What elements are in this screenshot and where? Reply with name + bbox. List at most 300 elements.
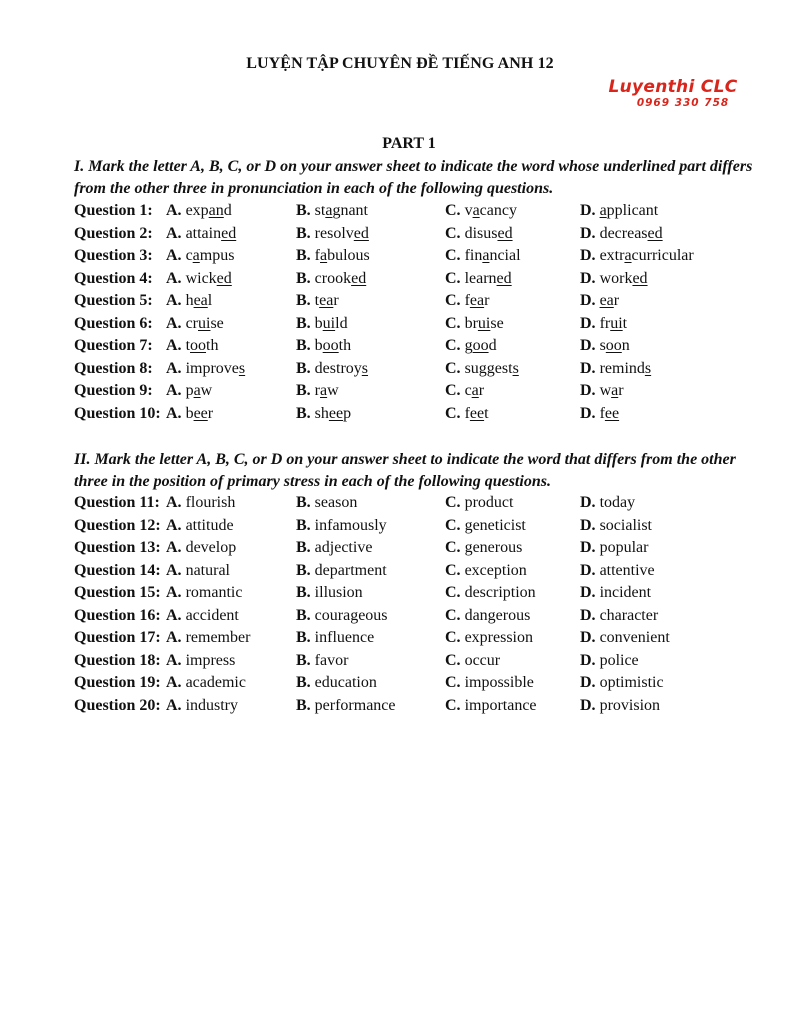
option-c [445,560,527,583]
question-row [74,335,764,358]
option-letter: C. [445,696,461,714]
option-word: r [314,382,320,399]
option-letter: D. [580,382,596,399]
option-d [580,605,658,628]
option-b [296,605,388,628]
option-a [166,650,235,673]
question-row [74,695,764,718]
option-word: department [314,561,387,579]
question-row [74,650,764,673]
option-underlined-part: ui [198,314,211,332]
option-c [445,200,517,223]
option-word: impress [185,651,236,669]
option-underlined-part: ed [632,269,648,287]
option-underlined-part: oo [472,337,489,354]
option-word: improve [185,359,239,377]
option-underlined-part: a [325,202,333,219]
option-letter: A. [166,359,182,377]
option-a [166,627,250,650]
option-underlined-part: ea [599,292,614,309]
option-letter: B. [296,651,311,669]
option-underlined-part: ui [477,314,491,332]
option-letter: B. [296,337,311,354]
option-a [166,537,236,560]
option-a [166,223,236,246]
option-a [166,200,232,223]
option-word-end: th [338,337,352,354]
option-underlined-part: a [320,247,328,264]
option-letter: B. [296,269,311,287]
option-a [166,313,224,336]
option-letter: C. [445,561,461,579]
option-underlined-part: ee [193,404,208,422]
option-word: f [314,247,320,264]
question-row [74,200,764,223]
option-d [580,627,670,650]
option-letter: A. [166,674,182,691]
option-letter: B. [296,382,311,399]
option-word-end: r [207,404,214,422]
option-word-end: r [484,292,490,309]
option-c [445,515,526,538]
option-a [166,358,245,381]
option-underlined-part: ui [322,314,336,332]
question-label: Question 1: [74,202,153,219]
question-row [74,537,764,560]
option-c [445,358,519,381]
option-c [445,313,504,336]
option-c [445,582,536,605]
option-letter: C. [445,382,461,399]
option-letter: C. [445,359,461,377]
option-word-end: cancy [479,202,517,219]
option-underlined-part: a [482,247,490,264]
option-word: provision [599,696,661,714]
option-underlined-part: a [193,382,201,399]
option-word: sh [314,404,329,422]
option-underlined-part: a [611,382,619,399]
option-b [296,650,348,673]
option-word-end: d [488,337,497,354]
option-word: education [314,674,377,691]
option-c [445,335,497,358]
option-letter: D. [580,247,596,264]
option-letter: D. [580,584,596,601]
option-word: h [185,292,194,309]
option-letter: C. [445,494,461,511]
option-letter: A. [166,224,182,242]
option-letter: B. [296,539,311,556]
option-letter: B. [296,494,311,511]
option-word: attentive [599,561,655,579]
option-word-end: d [223,202,232,219]
option-letter: A. [166,292,182,309]
option-letter: A. [166,404,182,422]
question-label: Question 8: [74,359,153,377]
option-word: remember [185,629,251,646]
question-label: Question 4: [74,269,153,287]
option-word: natural [185,561,230,579]
option-word: c [185,247,193,264]
option-word: illusion [314,584,363,601]
option-letter: C. [445,202,461,219]
section-2-instruction: II. Mark the letter A, B, C, or D on your answer sheet to indicate the word that differs from the other three in the position of primary stress in each of the following questions. [74,451,736,490]
option-word: cr [185,314,198,332]
option-b [296,223,369,246]
option-underlined-part: a [599,202,607,219]
option-word: dangerous [464,606,531,624]
option-d [580,313,627,336]
option-letter: D. [580,539,596,556]
option-underlined-part: ee [604,404,620,422]
option-word-end: ncial [489,247,521,264]
document-title: LUYỆN TẬP CHUYÊN ĐỀ TIẾNG ANH 12 [246,55,554,72]
option-letter: D. [580,651,596,669]
option-a [166,492,235,515]
option-letter: A. [166,696,182,714]
option-underlined-part: oo [322,337,339,354]
option-underlined-part: a [320,382,328,399]
option-d [580,582,651,605]
option-letter: A. [166,561,182,579]
option-letter: A. [166,629,182,646]
option-underlined-part: ui [610,314,623,332]
question-row [74,560,764,583]
option-d [580,290,619,313]
option-b [296,290,339,313]
question-label: Question 13: [74,539,161,556]
option-letter: D. [580,269,596,287]
option-word: disus [464,224,498,242]
option-letter: B. [296,516,311,534]
question-row [74,380,764,403]
option-word: importance [464,696,537,714]
option-word: crook [314,269,352,287]
question-row [74,627,764,650]
option-letter: C. [445,629,461,646]
option-word: b [314,337,323,354]
option-letter: D. [580,561,596,579]
option-underlined-part: a [472,202,480,219]
option-word-end: r [613,292,620,309]
option-letter: A. [166,337,182,354]
option-word-end: p [343,404,352,422]
question-row [74,515,764,538]
option-b [296,380,339,403]
option-letter: D. [580,696,596,714]
option-word-end: th [206,337,219,354]
option-letter: D. [580,292,596,309]
option-b [296,268,366,291]
option-letter: A. [166,651,182,669]
option-d [580,245,694,268]
option-a [166,403,213,426]
option-word: p [185,382,194,399]
option-letter: D. [580,224,596,242]
option-word: fr [599,314,611,332]
option-word: character [599,606,659,624]
option-d [580,492,635,515]
option-word-end: gnant [332,202,368,219]
option-letter: C. [445,224,461,242]
option-d [580,268,648,291]
question-label: Question 14: [74,561,161,579]
option-d [580,403,619,426]
question-row [74,313,764,336]
option-word: academic [185,674,246,691]
option-a [166,245,234,268]
option-underlined-part: ee [328,404,344,422]
option-c [445,537,522,560]
option-word: influence [314,629,375,646]
option-c [445,492,513,515]
option-underlined-part: ea [193,292,208,309]
option-b [296,582,363,605]
option-word: convenient [599,629,670,646]
option-word: flourish [185,494,236,511]
question-row [74,605,764,628]
question-label: Question 17: [74,629,161,646]
option-word: description [464,584,536,601]
option-letter: D. [580,494,596,511]
option-word: popular [599,539,649,556]
option-d [580,380,624,403]
option-letter: B. [296,404,311,422]
option-word: resolv [314,224,354,242]
option-underlined-part: s [512,359,519,377]
option-d [580,672,664,695]
option-a [166,672,246,695]
option-word: suggest [464,359,513,377]
option-letter: B. [296,292,311,309]
option-word: police [599,651,639,669]
option-letter: C. [445,337,461,354]
option-letter: B. [296,359,311,377]
option-underlined-part: s [644,359,652,377]
question-label: Question 2: [74,224,153,242]
option-letter: A. [166,382,182,399]
question-label: Question 20: [74,696,161,714]
option-letter: C. [445,404,461,422]
option-a [166,268,232,291]
option-word: romantic [185,584,243,601]
option-letter: B. [296,674,311,691]
option-word-end: se [210,314,224,332]
option-word: courageous [314,606,388,624]
option-underlined-part: ed [496,269,512,287]
option-word: extr [599,247,625,264]
option-underlined-part: a [471,382,479,399]
option-b [296,537,372,560]
question-row [74,290,764,313]
option-letter: B. [296,606,311,624]
option-word: season [314,494,358,511]
option-underlined-part: ed [497,224,513,242]
option-letter: D. [580,516,596,534]
option-d [580,223,663,246]
option-word: wick [185,269,217,287]
option-letter: A. [166,539,182,556]
option-letter: B. [296,584,311,601]
option-letter: C. [445,292,461,309]
option-word-end: pplicant [606,202,659,219]
option-word-end: r [618,382,624,399]
option-word: fin [464,247,483,264]
question-row [74,492,764,515]
question-label: Question 18: [74,651,161,669]
option-word: exception [464,561,527,579]
option-word: incident [599,584,652,601]
option-word: product [464,494,514,511]
option-letter: A. [166,584,182,601]
option-word: f [464,404,470,422]
option-word: learn [464,269,497,287]
option-word: exp [185,202,209,219]
option-letter: A. [166,606,182,624]
option-underlined-part: a [624,247,632,264]
option-word-end: se [490,314,504,332]
option-b [296,560,387,583]
option-d [580,650,639,673]
option-word-end: curricular [631,247,694,264]
question-label: Question 3: [74,247,153,264]
option-d [580,358,651,381]
part-title: PART 1 [382,135,436,152]
option-word: industry [185,696,239,714]
question-label: Question 12: [74,516,161,534]
option-word: b [314,314,323,332]
option-letter: A. [166,247,182,264]
option-underlined-part: ed [351,269,367,287]
option-a [166,335,218,358]
option-underlined-part: ed [353,224,369,242]
option-word: g [464,337,473,354]
question-row [74,223,764,246]
option-a [166,515,234,538]
option-underlined-part: oo [190,337,207,354]
option-letter: C. [445,516,461,534]
option-letter: D. [580,314,596,332]
option-word-end: ld [335,314,348,332]
option-letter: B. [296,314,311,332]
option-letter: C. [445,269,461,287]
option-word: st [314,202,326,219]
question-label: Question 5: [74,292,153,309]
option-underlined-part: ed [221,224,237,242]
option-word: t [185,337,191,354]
option-c [445,695,537,718]
option-c [445,605,530,628]
option-c [445,403,489,426]
option-underlined-part: oo [605,337,622,354]
option-word-end: mpus [199,247,235,264]
option-c [445,245,521,268]
option-d [580,695,660,718]
option-word-end: t [622,314,628,332]
option-c [445,380,484,403]
option-word: work [599,269,633,287]
question-row [74,358,764,381]
option-c [445,223,513,246]
option-word: develop [185,539,237,556]
option-letter: D. [580,629,596,646]
option-word: generous [464,539,523,556]
option-word: f [464,292,470,309]
option-a [166,380,212,403]
option-letter: D. [580,337,596,354]
watermark-brand: Luyenthi CLC [608,77,738,97]
option-word: socialist [599,516,652,534]
option-letter: B. [296,561,311,579]
option-letter: D. [580,606,596,624]
option-letter: A. [166,202,182,219]
option-letter: D. [580,404,596,422]
option-word: performance [314,696,396,714]
option-b [296,358,368,381]
option-word: br [464,314,478,332]
option-d [580,200,658,223]
option-b [296,515,387,538]
option-word-end: n [621,337,630,354]
option-letter: A. [166,269,182,287]
option-word-end: l [207,292,213,309]
option-word: impossible [464,674,534,691]
option-c [445,627,533,650]
option-b [296,672,377,695]
option-word: favor [314,651,349,669]
question-row [74,403,764,426]
option-word: decreas [599,224,648,242]
option-letter: B. [296,224,311,242]
option-word: optimistic [599,674,664,691]
option-letter: B. [296,247,311,264]
option-word-end: r [333,292,339,309]
option-underlined-part: a [192,247,200,264]
option-word-end: w [327,382,339,399]
option-letter: B. [296,202,311,219]
option-underlined-part: ed [216,269,232,287]
question-label: Question 10: [74,404,161,422]
option-word: adjective [314,539,373,556]
option-d [580,335,630,358]
option-a [166,560,230,583]
option-word: occur [464,651,501,669]
option-word: b [185,404,194,422]
option-letter: A. [166,494,182,511]
option-b [296,335,351,358]
option-a [166,290,212,313]
option-word: destroy [314,359,362,377]
option-underlined-part: ea [319,292,334,309]
option-letter: C. [445,584,461,601]
option-word: t [314,292,320,309]
option-b [296,245,370,268]
option-underlined-part: an [208,202,224,219]
option-c [445,268,512,291]
option-a [166,582,242,605]
option-word: s [599,337,606,354]
option-word-end: t [484,404,489,422]
option-word-end: w [200,382,213,399]
option-c [445,672,534,695]
question-row [74,582,764,605]
option-b [296,492,357,515]
question-row [74,268,764,291]
option-underlined-part: ed [647,224,663,242]
option-b [296,403,351,426]
option-letter: C. [445,651,461,669]
option-word: c [464,382,472,399]
